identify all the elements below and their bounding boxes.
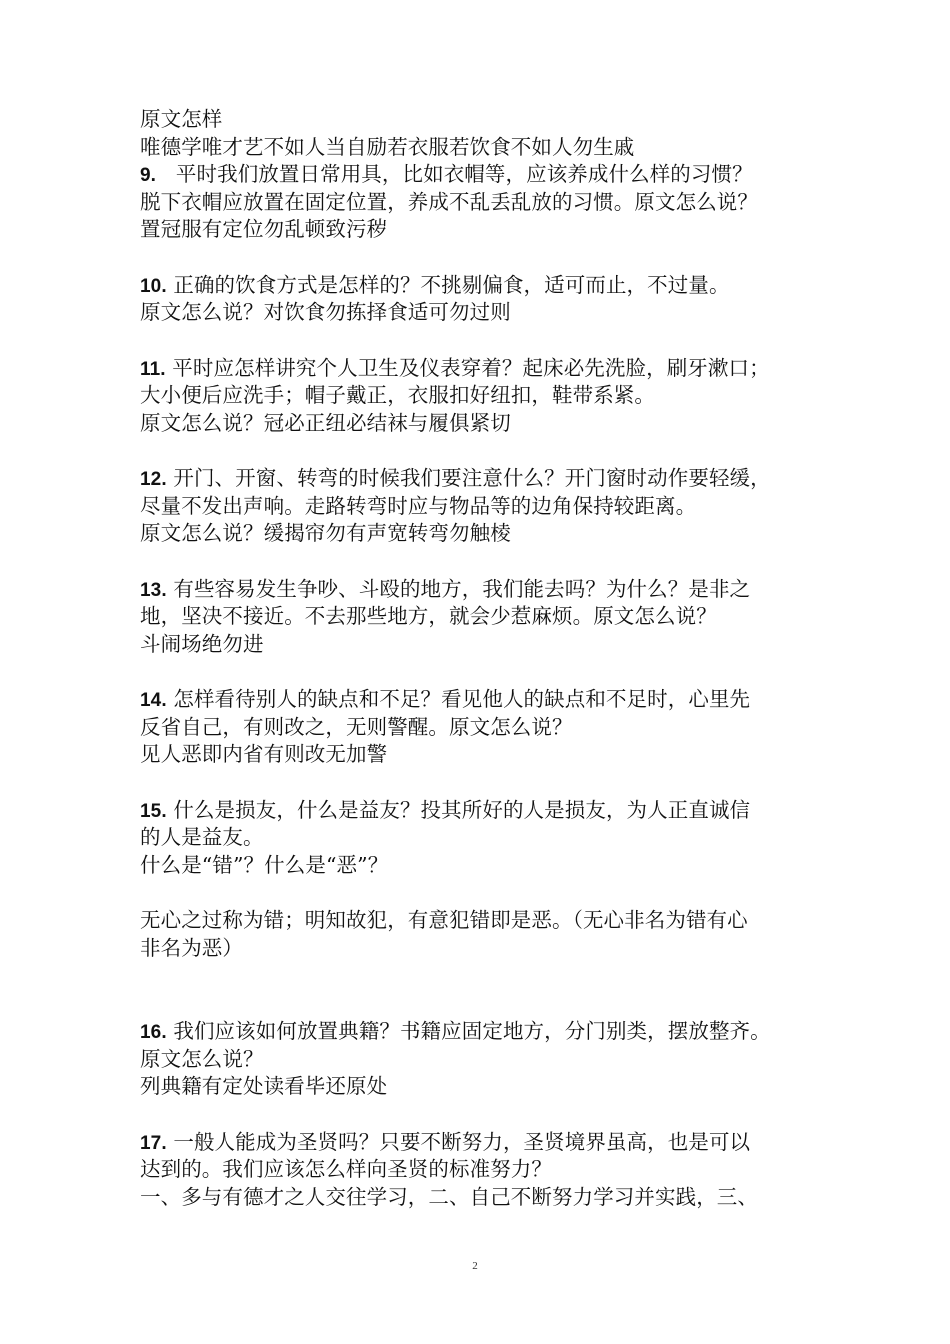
- question-10: [140, 272, 820, 300]
- text-line: 非名为恶）: [140, 935, 243, 960]
- question-number: 10.: [140, 275, 167, 297]
- question-17: [140, 1129, 820, 1157]
- text-line: 唯德学唯才艺不如人当自励若衣服若饮食不如人勿生戚: [140, 134, 635, 159]
- text-line: 原文怎么说？缓揭帘勿有声宽转弯勿触棱: [140, 521, 511, 545]
- text-line: 什么是“错”？什么是“恶”？: [140, 852, 389, 877]
- question-16: [140, 1018, 820, 1046]
- text-line: 反省自己，有则改之，无则警醒。原文怎么说？: [140, 714, 573, 739]
- text-line: 列典籍有定处读看毕还原处: [140, 1074, 388, 1098]
- question-number: 14.: [140, 690, 167, 711]
- question-number: 12.: [140, 469, 167, 490]
- question-text: 平时应怎样讲究个人卫生及仪表穿着？起床必先洗脸，刷牙漱口；: [172, 355, 770, 380]
- question-text: 正确的饮食方式是怎样的？不挑剔偏食，适可而止，不过量。: [173, 272, 730, 297]
- text-line: 一、多与有德才之人交往学习，二、自己不断努力学习并实践，三、: [140, 1184, 758, 1209]
- text-line: 达到的。我们应该怎么样向圣贤的标准努力？: [140, 1157, 552, 1181]
- question-number: 9.: [140, 165, 157, 186]
- question-13: [140, 576, 820, 604]
- text-line: 的人是益友。: [140, 825, 264, 849]
- text-line: 无心之过称为错；明知故犯，有意犯错即是恶。（无心非名为错有心: [140, 908, 748, 932]
- text-line: 斗闹场绝勿进: [140, 631, 264, 656]
- question-number: 16.: [140, 1022, 167, 1043]
- question-number: 17.: [140, 1132, 167, 1154]
- question-text: 有些容易发生争吵、斗殴的地方，我们能去吗？为什么？是非之: [173, 576, 751, 601]
- question-15: [140, 797, 820, 825]
- text-line: 脱下衣帽应放置在固定位置，养成不乱丢乱放的习惯。原文怎么说？: [140, 189, 758, 214]
- question-text: 一般人能成为圣贤吗？只要不断努力，圣贤境界虽高，也是可以: [173, 1129, 751, 1154]
- question-number: 15.: [140, 800, 167, 822]
- text-line: 原文怎么说？: [140, 1046, 264, 1071]
- question-number: 13.: [140, 579, 167, 601]
- text-line: 见人恶即内省有则改无加警: [140, 742, 388, 766]
- question-text: 什么是损友，什么是益友？投其所好的人是损友，为人正直诚信: [173, 797, 751, 822]
- question-11: [140, 355, 820, 383]
- text-line: 地，坚决不接近。不去那些地方，就会少惹麻烦。原文怎么说？: [140, 604, 717, 628]
- question-text: 平时我们放置日常用具，比如衣帽等，应该养成什么样的习惯？: [175, 162, 753, 186]
- question-text: 怎样看待别人的缺点和不足？看见他人的缺点和不足时，心里先: [173, 687, 751, 711]
- text-line: 原文怎样: [140, 107, 223, 131]
- text-line: 置冠服有定位勿乱顿致污秽: [140, 217, 388, 241]
- question-text: 开门、开窗、转弯的时候我们要注意什么？开门窗时动作要轻缓，: [173, 466, 771, 490]
- text-line: 尽量不发出声响。走路转弯时应与物品等的边角保持较距离。: [140, 493, 697, 518]
- question-12: [140, 465, 820, 493]
- text-line: 原文怎么说？对饮食勿拣择食适可勿过则: [140, 300, 511, 324]
- page-number: 2: [472, 1260, 478, 1272]
- question-14: [140, 686, 820, 714]
- question-9: [140, 161, 820, 189]
- text-line: 大小便后应洗手；帽子戴正，衣服扣好纽扣，鞋带系紧。: [140, 383, 655, 407]
- document-body: [140, 106, 820, 1211]
- question-number: 11.: [140, 358, 166, 380]
- question-text: 我们应该如何放置典籍？书籍应固定地方，分门别类，摆放整齐。: [173, 1019, 771, 1043]
- text-line: 原文怎么说？冠必正纽必结袜与履俱紧切: [140, 410, 511, 435]
